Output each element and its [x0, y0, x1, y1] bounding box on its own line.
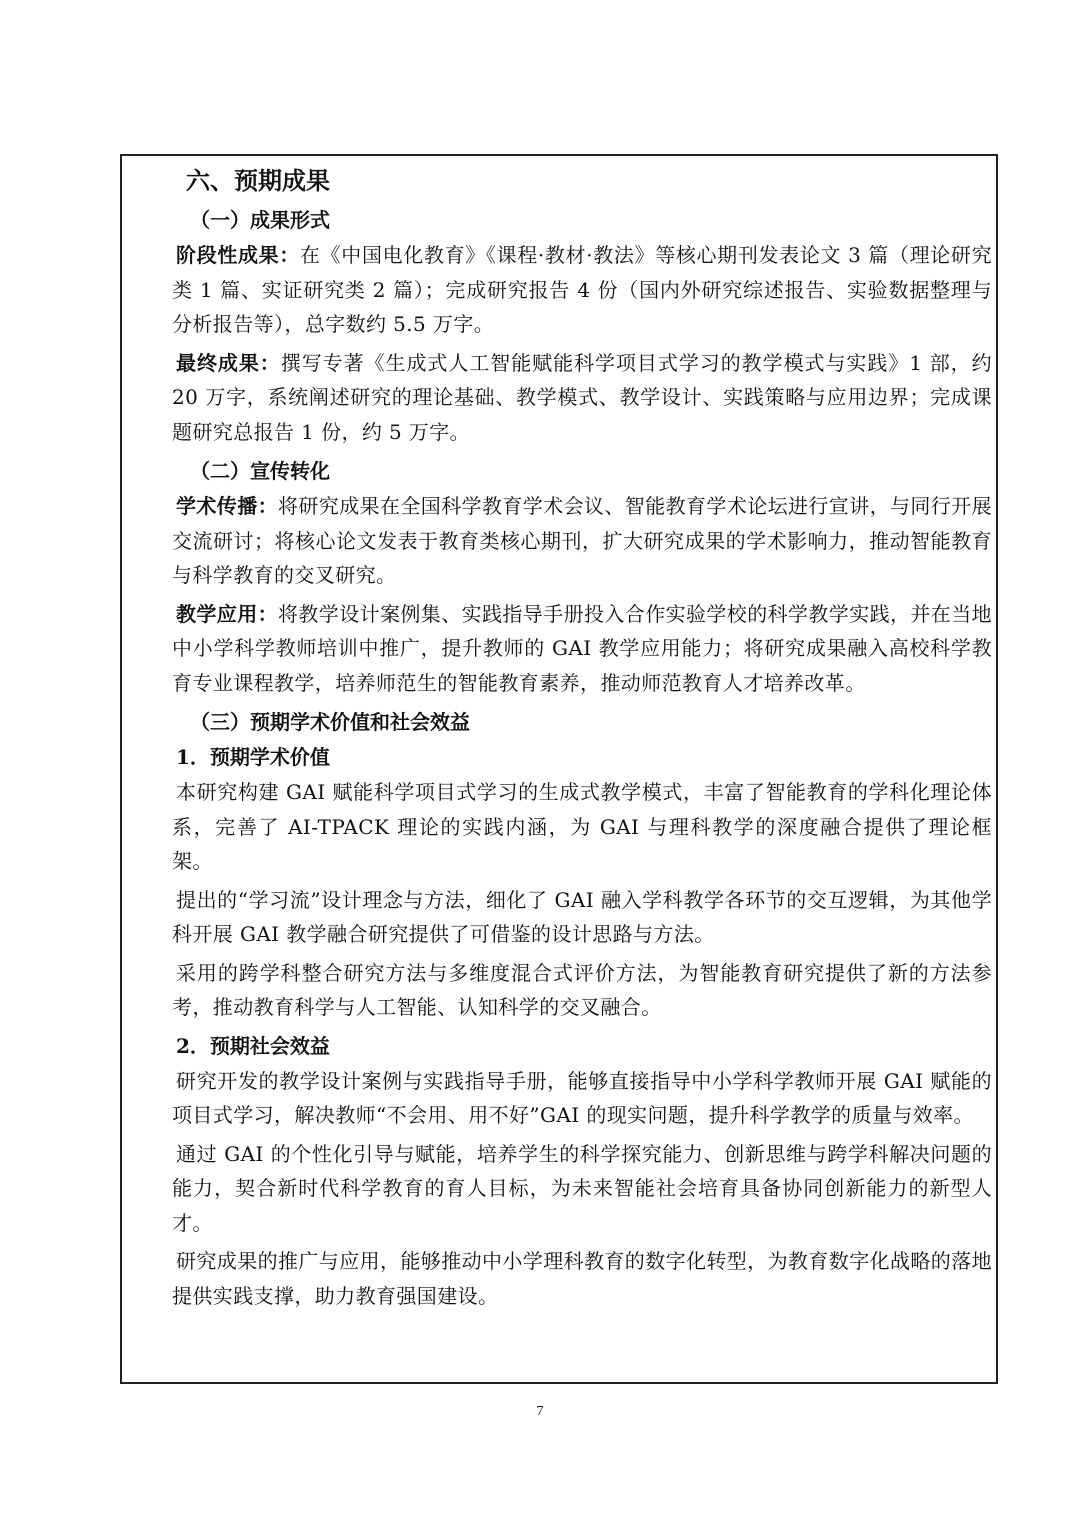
paragraph-academic-value-2: 提出的“学习流”设计理念与方法，细化了 GAI 融入学科教学各环节的交互逻辑，为其他学科开展 GAI 教学融合研究提供了可借鉴的设计思路与方法。 — [172, 887, 992, 946]
paragraph-text: 将教学设计案例集、实践指导手册投入合作实验学校的科学教学实践，并在当地中小学科学教师培训中推广，提升教师的 GAI 教学应用能力；将研究成果融入高校科学教育专业课程教学，培养师范生的智能教育素养，推动师范教育人才培养改革。 — [172, 601, 992, 695]
paragraph-teaching-application — [130, 597, 992, 701]
section-title: 六、预期成果 — [186, 166, 330, 195]
paragraph-social-benefit-2: 通过 GAI 的个性化引导与赋能，培养学生的科学探究能力、创新思维与跨学科解决问题的能力，契合新时代科学教育的育人目标，为未来智能社会培育具备协同创新能力的新型人才。 — [172, 1141, 992, 1235]
paragraph-lead: 教学应用： — [176, 601, 278, 626]
paragraph-lead: 阶段性成果： — [176, 243, 300, 267]
subsection-title-value: （三）预期学术价值和社会效益 — [190, 710, 470, 734]
paragraph-academic-value-3: 采用的跨学科整合研究方法与多维度混合式评价方法，为智能教育研究提供了新的方法参考，推动教育科学与人工智能、认知科学的交叉融合。 — [172, 960, 992, 1019]
item-title-academic-value: 1．预期学术价值 — [176, 745, 330, 769]
subsection-title-promotion: （二）宣传转化 — [190, 459, 330, 483]
paragraph-final-results — [130, 346, 992, 450]
paragraph-academic-dissemination — [130, 489, 992, 593]
paragraph-stage-results — [130, 238, 992, 342]
page-number: 7 — [536, 1404, 544, 1419]
paragraph-social-benefit-1: 研究开发的教学设计案例与实践指导手册，能够直接指导中小学科学教师开展 GAI 赋能的项目式学习，解决教师“不会用、用不好”GAI 的现实问题，提升科学教学的质量与效率。 — [172, 1068, 992, 1127]
paragraph-lead: 最终成果： — [176, 350, 281, 375]
paragraph-text: 将研究成果在全国科学教育学术会议、智能教育学术论坛进行宣讲，与同行开展交流研讨；将核心论文发表于教育类核心期刊，扩大研究成果的学术影响力，推动智能教育与科学教育的交叉研究。 — [172, 494, 992, 587]
paragraph-social-benefit-3: 研究成果的推广与应用，能够推动中小学理科教育的数字化转型，为教育数字化战略的落地提供实践支撑，助力教育强国建设。 — [172, 1249, 992, 1308]
content-frame — [120, 154, 998, 1384]
paragraph-lead: 学术传播： — [176, 494, 278, 518]
item-title-social-benefit: 2．预期社会效益 — [176, 1033, 330, 1058]
subsection-title-forms: （一）成果形式 — [190, 208, 330, 232]
paragraph-text: 在《中国电化教育》《课程·教材·教法》等核心期刊发表论文 3 篇（理论研究类 1 篇、实证研究类 2 篇）；完成研究报告 4 份（国内外研究综述报告、实验数据整理与分析报告等），总字数约 5.5 万字。 — [172, 243, 992, 336]
paragraph-academic-value-1: 本研究构建 GAI 赋能科学项目式学习的生成式教学模式，丰富了智能教育的学科化理论体系，完善了 AI-TPACK 理论的实践内涵，为 GAI 与理科教学的深度融合提供了理论框架。 — [172, 780, 992, 873]
paragraph-text: 撰写专著《生成式人工智能赋能科学项目式学习的教学模式与实践》1 部，约 20 万字，系统阐述研究的理论基础、教学模式、教学设计、实践策略与应用边界；完成课题研究总报告 1 份，约 5 万字。 — [172, 350, 993, 444]
document-body — [172, 156, 992, 1317]
